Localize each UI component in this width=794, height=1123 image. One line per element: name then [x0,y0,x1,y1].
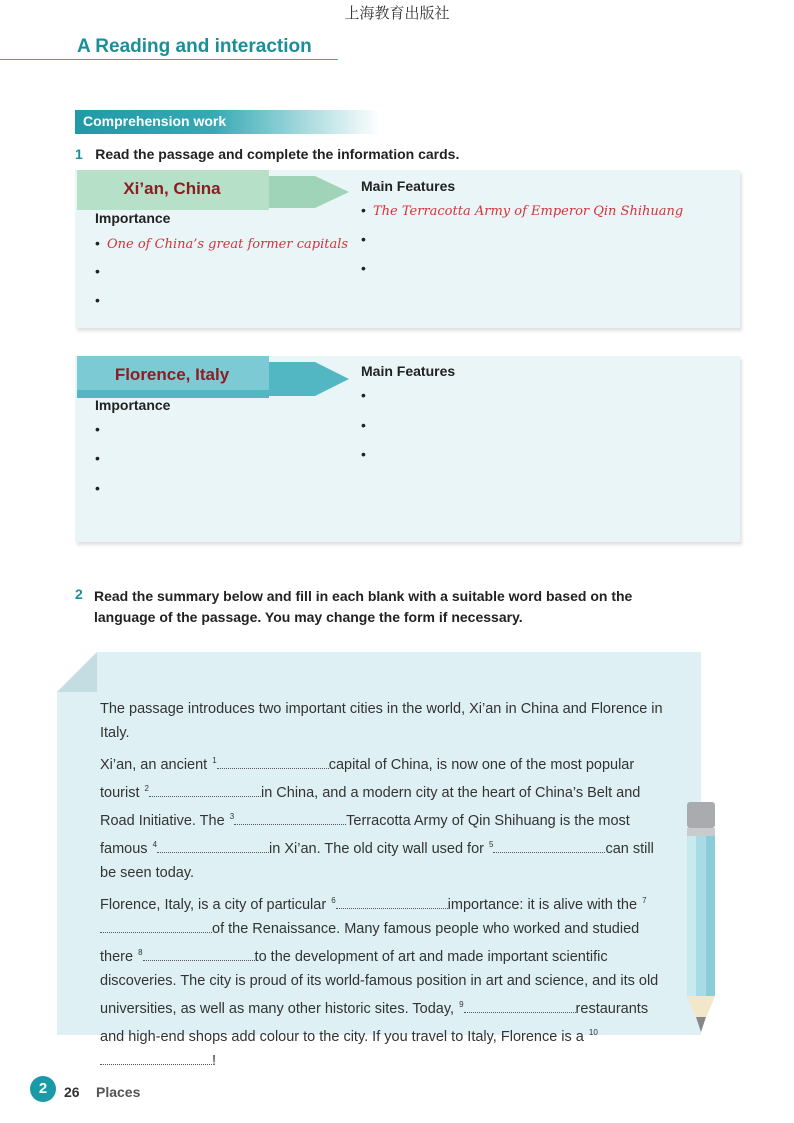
folded-corner [57,652,97,692]
blank-10[interactable] [100,1050,212,1065]
comprehension-banner [75,110,380,134]
blank-number: 2 [144,784,149,793]
blank-5[interactable] [493,838,605,853]
importance-heading: Importance [95,210,171,226]
blank-7[interactable] [100,918,212,933]
blank-number: 6 [331,896,336,905]
city-name-florence: Florence, Italy [114,365,230,384]
importance-bullet-3: • [95,480,100,496]
blank-number: 4 [152,840,158,849]
importance-bullet-1: • One of China’s great former capitals [95,235,349,252]
features-bullet-1: • The Terracotta Army of Emperor Qin Shihuang [361,202,684,219]
blank-8[interactable] [143,946,255,961]
importance-bullet-3: • [95,292,100,308]
question-2-line-1: Read the summary below and fill in each blank with a suitable word based on the [94,588,633,604]
importance-bullet-1: • [95,421,100,437]
importance-answer: One of China’s great former capitals [107,237,349,252]
unit-badge: 2 [30,1076,56,1102]
blank-6[interactable] [336,894,448,909]
question-1 [75,144,459,165]
importance-heading: Importance [95,397,171,413]
blank-2[interactable] [149,782,261,797]
blank-number: 7 [642,896,647,905]
blank-number: 10 [588,1028,598,1037]
importance-bullet-2: • [95,450,100,466]
pencil-icon [684,802,718,1038]
question-2 [75,586,83,604]
features-bullet-2: • [361,231,366,247]
importance-bullet-2: • [95,263,100,279]
features-bullet-2: • [361,417,366,433]
page-number: 26 [64,1084,80,1100]
blank-number: 5 [489,840,494,849]
blank-number: 9 [459,1000,464,1009]
blank-number: 8 [138,948,143,957]
features-answer: The Terracotta Army of Emperor Qin Shihuang [373,204,684,219]
features-bullet-3: • [361,446,366,462]
question-number: 1 [75,146,83,162]
features-heading: Main Features [361,178,456,194]
question-2-line-2: language of the passage. You may change the form if necessary. [94,609,523,625]
features-bullet-3: • [361,260,366,276]
summary-paragraph-1: The passage introduces two important cities in the world, Xi’an in China and Florence in Italy. [100,701,663,741]
summary-paragraph-3: Florence, Italy, is a city of particular $^6$ importance: it is alive with the $^7$of the Renaissance. Many famous people who worked and studied there $^8$ to the development of art and made important scientific discoveries. The city is proud of its world-famous position in art and science, and its old universities, as well as many other historic sites. Today, $^9$ restaurants and high-end shops add colour to the city. If you travel to Italy, Florence is a $^{10}$! [100,896,659,1069]
blank-1[interactable] [217,754,329,769]
summary-text [100,697,665,1077]
blank-number: 3 [229,812,235,821]
blank-9[interactable] [464,998,576,1013]
city-name-xian: Xi’an, China [123,179,221,198]
features-heading: Main Features [361,363,456,379]
question-number: 2 [75,586,83,602]
blank-number: 1 [212,756,217,765]
features-bullet-1: • [361,387,366,403]
summary-paragraph-2: Xi’an, an ancient $^1$ capital of China, is now one of the most popular tourist $^2$ in China, and a modern city at the heart of China’s Belt and Road Initiative. The $^3$ Terracotta Army of Qin Shihuang is the most famous $^4$ in Xi’an. The old city wall used for $^5$ can still be seen today. [100,756,654,881]
blank-3[interactable] [234,810,346,825]
publisher-header: 上海教育出版社 [344,4,450,22]
section-title: A Reading and interaction [77,36,312,57]
question-text: Read the passage and complete the information cards. [95,146,460,162]
comprehension-label: Comprehension work [83,113,227,129]
blank-4[interactable] [157,838,269,853]
unit-title: Places [96,1084,141,1100]
section-divider [0,59,338,60]
